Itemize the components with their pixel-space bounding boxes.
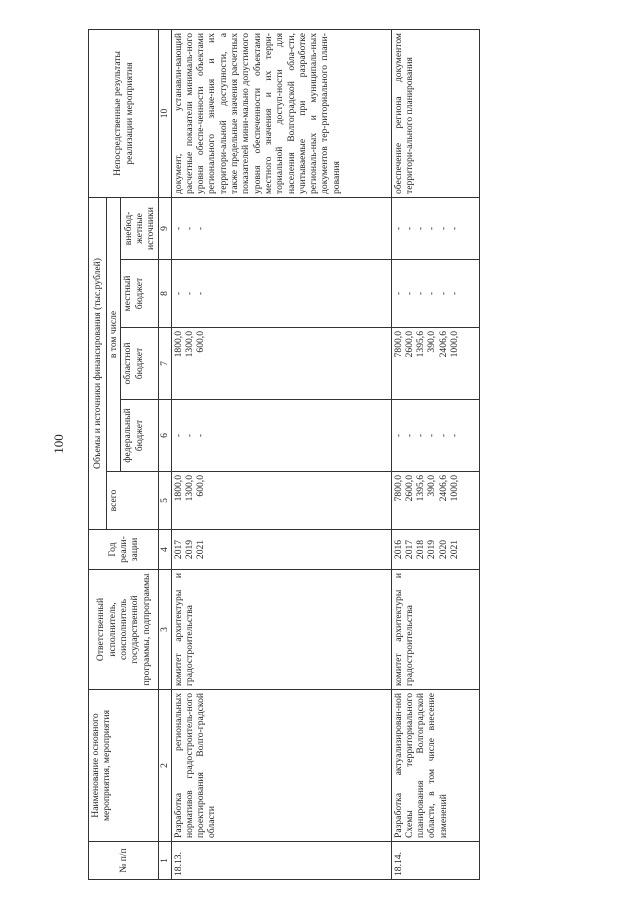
cell-value: - (195, 291, 207, 296)
row-local (171, 260, 391, 328)
header-federal: федеральный бюджет (121, 400, 159, 472)
header-funding: Объемы и источники финансирования (тыс.рублей) (89, 197, 107, 529)
header-total: всего (107, 472, 159, 530)
cell-value: - (195, 433, 207, 438)
cell-value: 7800,0 (392, 331, 404, 358)
cell-value: - (172, 433, 184, 438)
cell-value: 2406,6 (437, 475, 449, 502)
header-extra: внебюд-жетные источники (121, 197, 159, 259)
cell-value: 1395,6 (415, 475, 427, 502)
cell-value: 1000,0 (449, 475, 461, 502)
cell-value: - (449, 291, 461, 296)
page-number: 100 (51, 434, 66, 454)
cell-value: 390,0 (426, 331, 438, 353)
col-number: 1 (159, 842, 171, 880)
row-federal (391, 400, 479, 472)
row-num: 18.14. (391, 842, 479, 880)
cell-value: 1395,6 (415, 331, 427, 358)
cell-value: 1300,0 (183, 475, 195, 502)
cell-value: - (172, 226, 184, 231)
col-number: 9 (159, 197, 171, 259)
cell-value: - (195, 226, 207, 231)
funding-table (88, 29, 480, 880)
cell-value: - (403, 226, 415, 231)
cell-value: 2018 (415, 539, 427, 560)
cell-value: - (392, 433, 404, 438)
cell-value: - (172, 291, 184, 296)
row-result: документ, устанавли-вающий расчетные показатели минималь-ного уровня обеспе-ченности объектами регионального значе-ния и их территори-альной доступности, а также предельные значения расчетных показателей мини-мально допустимого уровня обеспеченности объектами местного значения и их терри-ториальной доступ-ности для населения Волгоградской обла-сти, учитываемые при разработке региональ-ных и муниципаль-ных документов тер-риториального плани-рования (171, 29, 391, 197)
header-num: № п/п (89, 842, 159, 880)
cell-value: - (437, 226, 449, 231)
cell-value: 2017 (403, 539, 415, 560)
cell-value: - (437, 433, 449, 438)
cell-value: 390,0 (426, 475, 438, 497)
cell-value: 600,0 (195, 475, 207, 497)
cell-value: - (437, 291, 449, 296)
cell-value: 1300,0 (183, 331, 195, 358)
cell-value: - (415, 226, 427, 231)
col-number: 10 (159, 29, 171, 197)
cell-value: - (415, 291, 427, 296)
cell-value: - (449, 226, 461, 231)
table-row (171, 29, 391, 879)
row-extra (391, 197, 479, 259)
cell-value: - (392, 291, 404, 296)
row-name: Разработка актуализирован-ной Схемы территориального планирования Волгоградской области, в том числе внесение изменений (391, 690, 479, 842)
cell-value: 2019 (183, 539, 195, 560)
cell-value: 2406,6 (437, 331, 449, 358)
col-number: 5 (159, 472, 171, 530)
row-total (391, 472, 479, 530)
cell-value: 7800,0 (392, 475, 404, 502)
header-local: местный бюджет (121, 260, 159, 328)
row-executor: комитет архитектуры и градостроительства (391, 570, 479, 690)
row-federal (171, 400, 391, 472)
cell-value: 1800,0 (172, 475, 184, 502)
cell-value: - (426, 291, 438, 296)
col-number: 7 (159, 328, 171, 400)
cell-value: 2020 (437, 539, 449, 560)
cell-value: 2600,0 (403, 331, 415, 358)
row-extra (171, 197, 391, 259)
cell-value: - (183, 226, 195, 231)
cell-value: - (449, 433, 461, 438)
row-result: обеспечение региона документом территори-ального планирования (391, 29, 479, 197)
row-executor: комитет архитектуры и градостроительства (171, 570, 391, 690)
cell-value: - (403, 291, 415, 296)
cell-value: - (183, 291, 195, 296)
row-years (171, 530, 391, 570)
cell-value: - (183, 433, 195, 438)
row-local (391, 260, 479, 328)
header-executor: Ответственный исполнитель, соисполнитель государственной программы, подпрограммы (89, 570, 159, 690)
cell-value: 1800,0 (172, 331, 184, 358)
header-incl: в том числе (107, 197, 121, 471)
col-number: 8 (159, 260, 171, 328)
cell-value: 1000,0 (449, 331, 461, 358)
row-regional (391, 328, 479, 400)
cell-value: 2600,0 (403, 475, 415, 502)
col-number: 2 (159, 690, 171, 842)
rotated-table-container (88, 30, 548, 880)
col-number: 3 (159, 570, 171, 690)
cell-value: 2017 (172, 539, 184, 560)
cell-value: 2021 (449, 539, 461, 560)
table-row (391, 29, 479, 879)
row-name: Разработка региональных нормативов градостроитель-ного проектирования Волго-градской области (171, 690, 391, 842)
row-regional (171, 328, 391, 400)
cell-value: 2019 (426, 539, 438, 560)
cell-value: - (403, 433, 415, 438)
row-years (391, 530, 479, 570)
cell-value: 2016 (392, 539, 404, 560)
row-num: 18.13. (171, 842, 391, 880)
cell-value: 600,0 (195, 331, 207, 353)
header-regional: областной бюджет (121, 328, 159, 400)
header-result: Непосредственные результаты реализации мероприятия (89, 29, 159, 197)
header-name: Наименование основного мероприятия, мероприятия (89, 690, 159, 842)
header-year: Год реали-зации (89, 530, 159, 570)
cell-value: - (392, 226, 404, 231)
cell-value: 2021 (195, 539, 207, 560)
col-number: 6 (159, 400, 171, 472)
row-total (171, 472, 391, 530)
cell-value: - (426, 226, 438, 231)
cell-value: - (426, 433, 438, 438)
cell-value: - (415, 433, 427, 438)
col-number: 4 (159, 530, 171, 570)
